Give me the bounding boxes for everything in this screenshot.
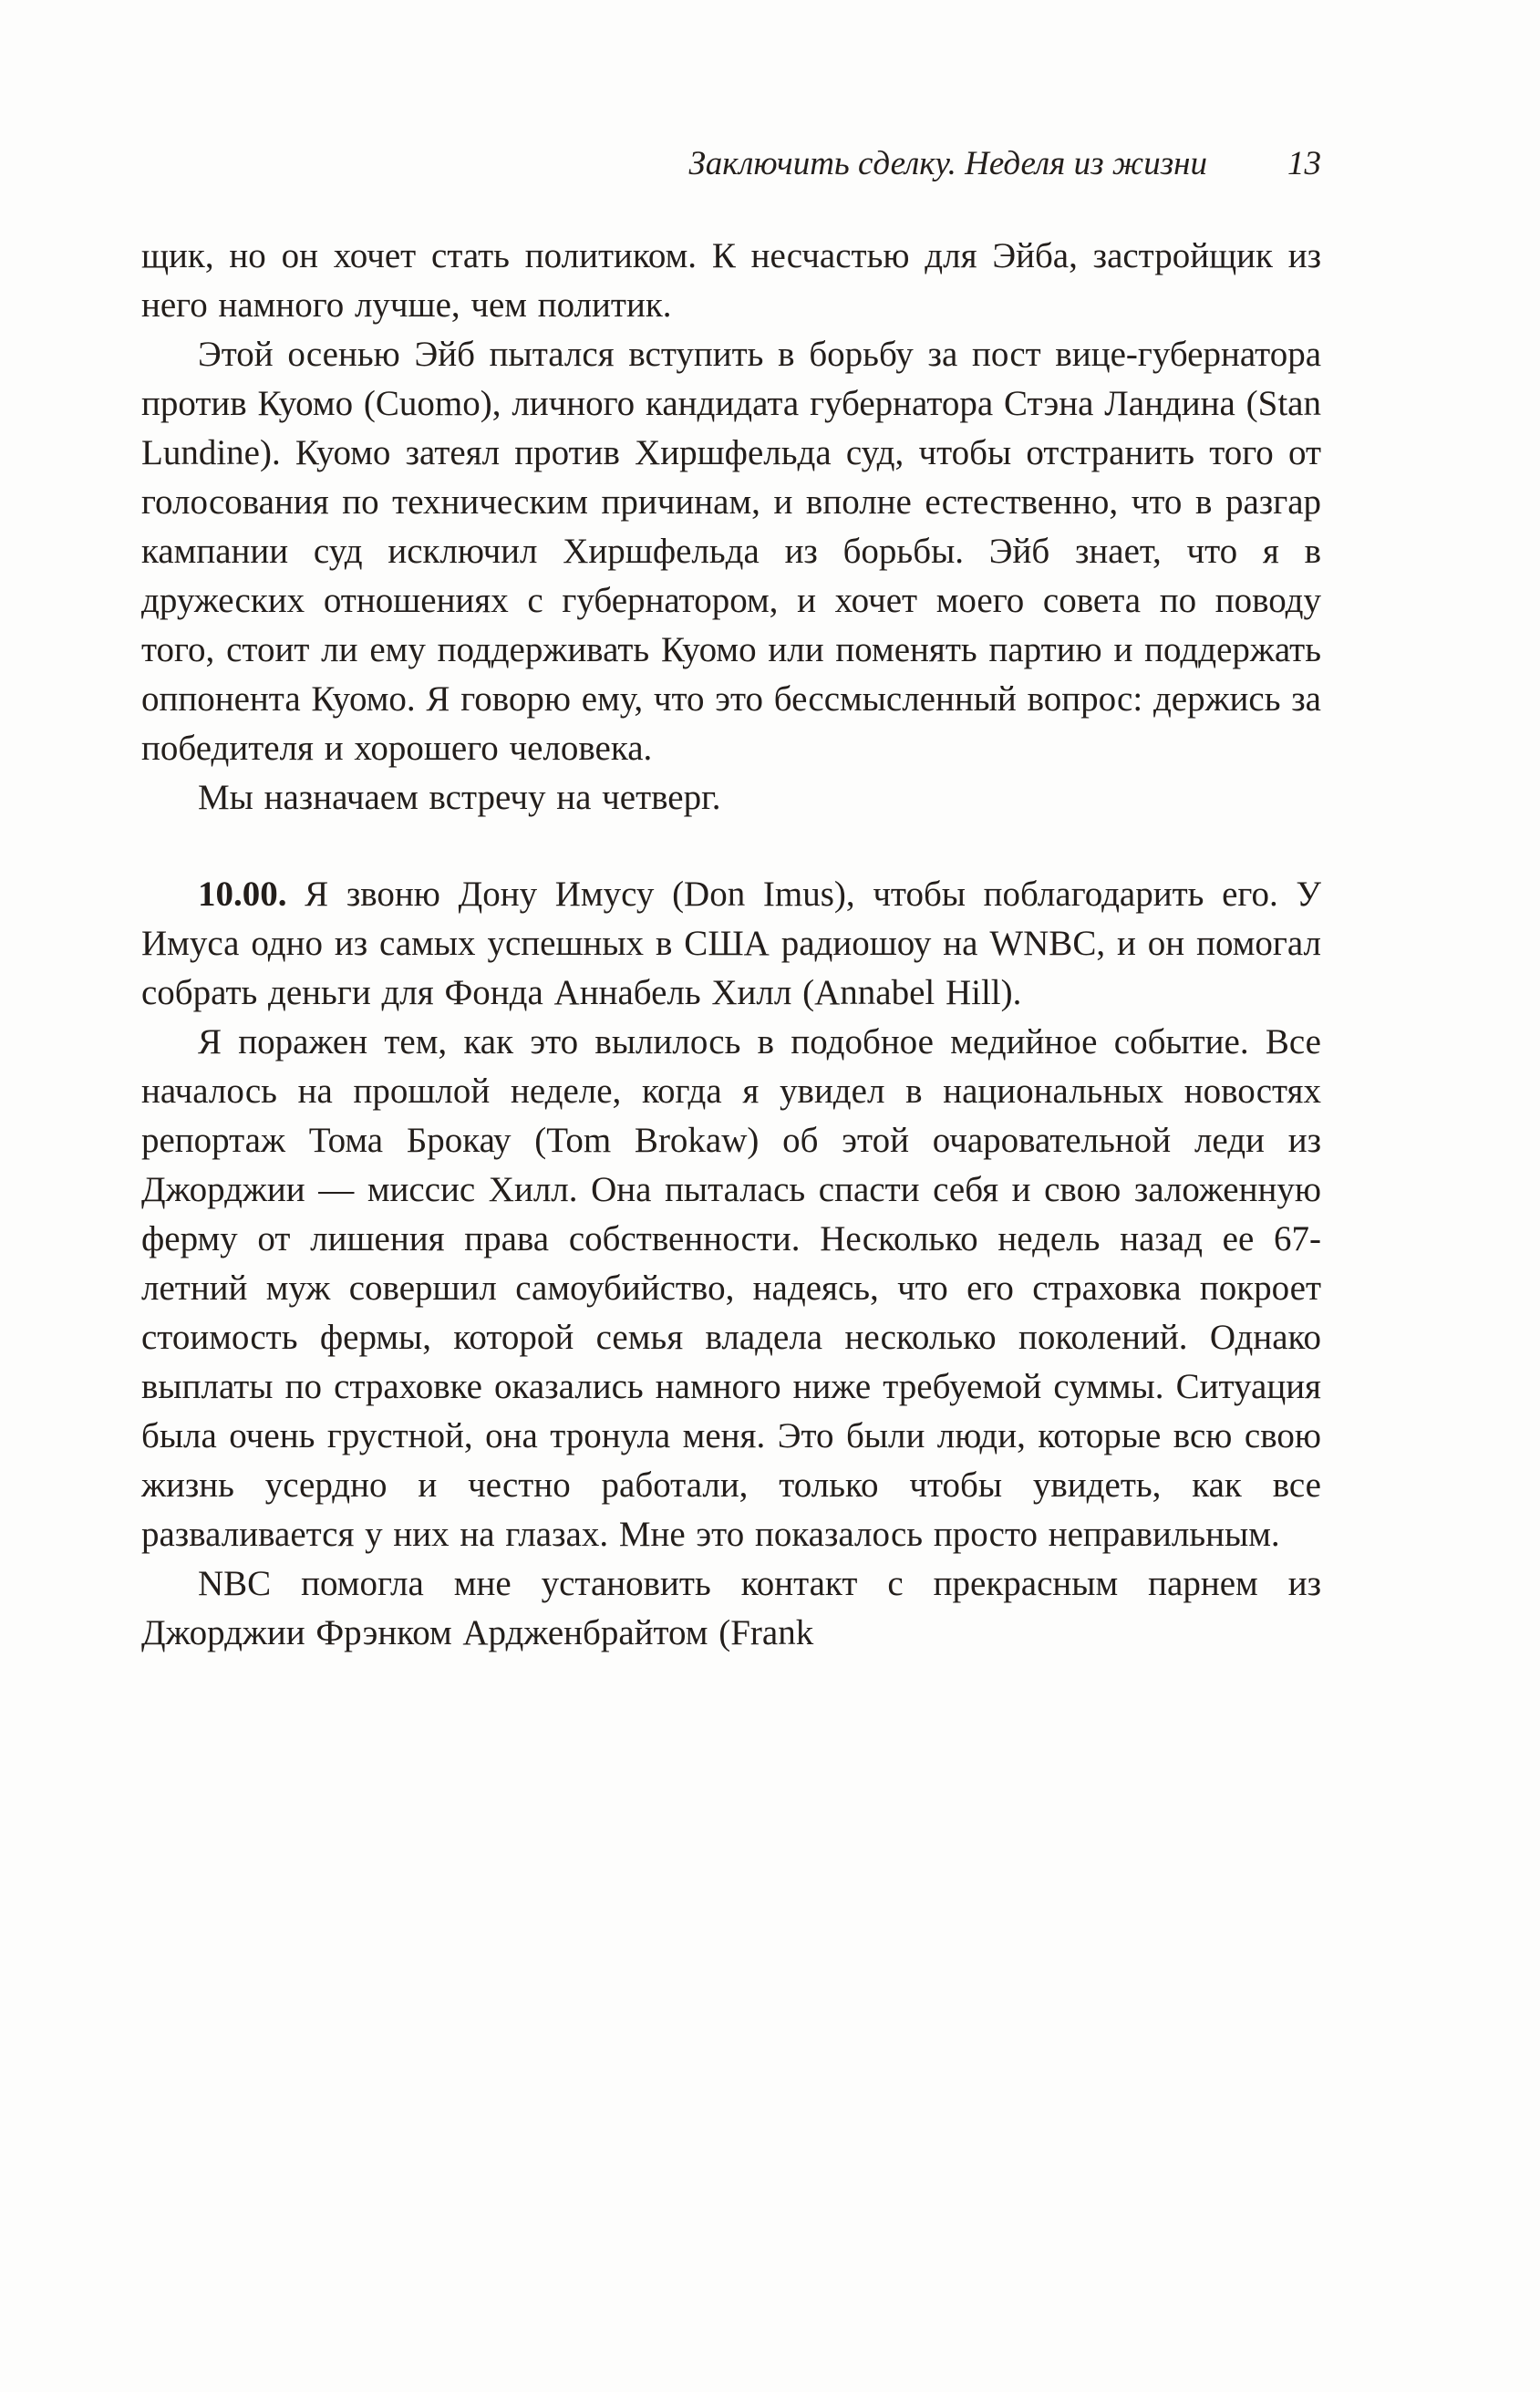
running-title: Заключить сделку. Неделя из жизни (688, 145, 1207, 182)
time-label: 10.00. (198, 875, 287, 914)
paragraph-hill-story: Я поражен тем, как это вылилось в подобное медийное событие. Все началось на прошлой неделе, когда я увидел в национальных новостях репортаж Тома Брокау (Tom Brokaw) об этой очаровательной леди из Джорджии — миссис Хилл. Она пыталась спасти себя и свою заложенную ферму от лишения права собственности. Несколько недель назад ее 67-летний муж совершил самоубийство, надеясь, что его страховка покроет стоимость фермы, которой семья владела несколько поколений. Однако выплаты по страховке оказались намного ниже требуемой суммы. Ситуация была очень грустной, она тронула меня. Это были люди, которые всю свою жизнь усердно и честно работали, только чтобы увидеть, как все разваливается у них на глазах. Мне это показалось просто неправильным. (141, 1022, 1321, 1554)
paragraph-abe-campaign: Этой осенью Эйб пытался вступить в борьбу за пост вице-губернатора против Куомо (Cuomo), личного кандидата губернатора Стэна Ландина (Stan Lundine). Куомо затеял против Хиршфельда суд, чтобы отстранить того от голосования по техническим причинам, и вполне естественно, что в разгар кампании суд исключил Хиршфельда из борьбы. Эйб знает, что я в дружеских отношениях с губернатором, и хочет моего совета по поводу того, стоит ли ему поддерживать Куомо или поменять партию и поддержать оппонента Куомо. Я говорю ему, что это бессмысленный вопрос: держись за победителя и хорошего человека. (141, 335, 1321, 768)
running-header (141, 144, 1321, 184)
paragraph-ten-oclock-text: Я звоню Дону Имусу (Don Imus), чтобы поблагодарить его. У Имуса одно из самых успешных в США радиошоу на WNBC, и он помогал собрать деньги для Фонда Аннабель Хилл (Annabel Hill). (141, 875, 1321, 1012)
paragraph-nbc-contact: NBC помогла мне установить контакт с прекрасным парнем из Джорджии Фрэнком Ардженбрайтом (Frank (141, 1564, 1321, 1652)
page-body (141, 232, 1321, 1658)
paragraph-continuation: щик, но он хочет стать политиком. К несчастью для Эйба, застройщик из него намного лучше, чем политик. (141, 236, 1321, 325)
paragraph-ten-oclock (141, 870, 1321, 1018)
page-number: 13 (1287, 145, 1321, 182)
paragraph-meeting: Мы назначаем встречу на четверг. (198, 778, 721, 817)
